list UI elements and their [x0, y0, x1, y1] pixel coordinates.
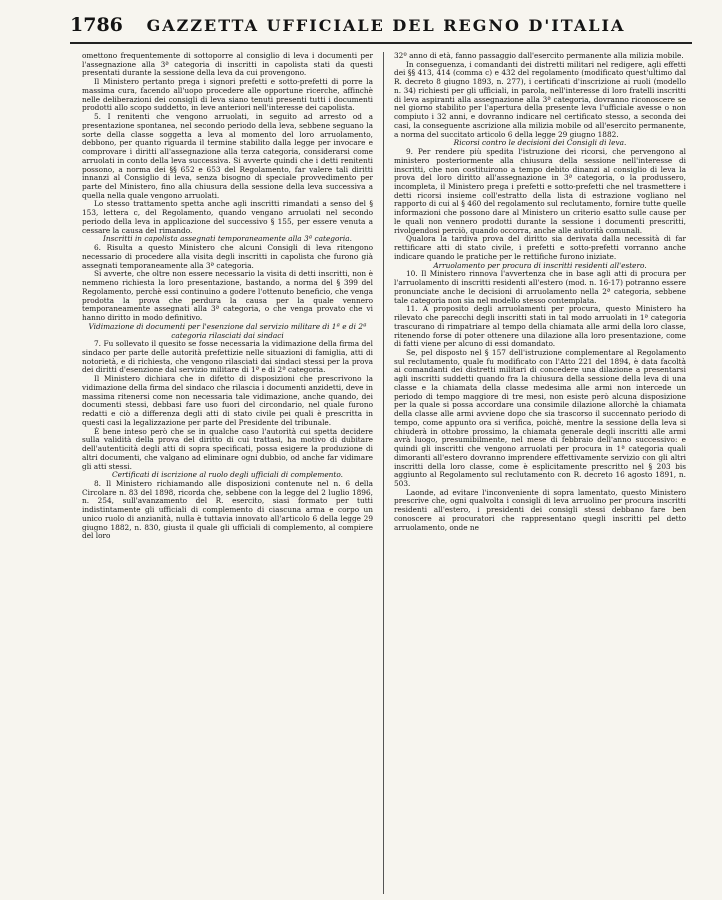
section-heading: Arruolamento per procura di inscritti residenti all'estero. — [433, 260, 647, 270]
paragraph: Si avverte, che oltre non essere necessario la visita di detti inscritti, non è nemmeno richiesta la loro presentazione, bastando, a norma del § 399 del Regolamento, perchè essi continuino a godere l'ottenuto beneficio, che venga prodotta la prova che perdura la causa per la quale vennero temporaneamente assegnati alla 3ª categoria, o che venga provato che vi hanno diritto in modo definitivo. — [82, 269, 373, 323]
section-heading: Vidimazione di documenti per l'esenzione dal servizio militare di 1ª e di 2ª categoria rilasciati dai sindaci — [88, 321, 367, 340]
paragraph: Il Ministero pertanto prega i signori prefetti e sotto-prefetti di porre la massima cura, facendo all'uopo procedere alle opportune ricerche, affinchè nelle deliberazioni dei consigli di leva siano tenuti presenti tutti i documenti prodotti allo scopo suddetto, in leve anteriori nell'interesse dei capolista. — [82, 77, 373, 113]
paragraph: 8. Il Ministero richiamando alle disposizioni contenute nel n. 6 della Circolare n. 83 del 1898, ricorda che, sebbene con la legge del 2 luglio 1896, n. 254, sull'avanzamento del R. esercito, siasi formato per tutti indistintamente gli ufficiali di complemento di ciascuna arma e corpo un unico ruolo di anzianità, nulla è tuttavia innovato all'articolo 6 della legge 29 giugno 1882, n. 830, giusta il quale gli ufficiali di complemento, al compiere del loro — [82, 478, 373, 541]
paragraph: 7. Fu sollevato il quesito se fosse necessaria la vidimazione della firma del sindaco per parte delle autorità prefettizie nelle situazioni di famiglia, atti di notorietà, e di richiesta, che vengono rilasciati dai sindaci stessi per la prova dei diritti d'esenzione dal servizio militare di 1ª e di 2ª categoria. — [82, 339, 373, 375]
paragraph: Qualora la tardiva prova del diritto sia derivata dalla necessità di far rettificare atti di stato civile, i prefetti e sotto-prefetti vorranno anche indicare quando le pratiche per le rettifiche furono iniziate. — [394, 234, 686, 261]
paragraph: Il Ministero dichiara che in difetto di disposizioni che prescrivono la vidimazione della firma del sindaco che rilascia i documenti anzidetti, deve in massima ritenersi come non necessaria tale vidimazione, anche quando, dei documenti stessi, debbasi fare uso fuori del circondario, nel quale furono redatti e ciò a differenza degli atti di stato civile pei quali è prescritta in questi casi la legalizzazione per parte del Presidente del tribunale. — [82, 374, 373, 427]
section-heading: Inscritti in capolista assegnati temporaneamente alla 3ª categoria. — [103, 234, 352, 244]
page-header — [70, 8, 692, 44]
gazette-title: GAZZETTA UFFICIALE DEL REGNO D'ITALIA — [146, 15, 626, 35]
right-column — [384, 52, 686, 894]
paragraph: È bene inteso però che se in qualche caso l'autorità cui spetta decidere sulla validità della prova del diritto di cui trattasi, ha motivo di dubitare dell'autenticità degli atti di sopra specificati, possa esigere la produzione di altri documenti, che valgano ad eliminare ogni dubbio, od anche far vidimare gli atti stessi. — [82, 426, 373, 471]
paragraph: 11. A proposito degli arruolamenti per procura, questo Ministero ha rilevato che parecchi degli inscritti stati in tal modo arruolati in 1ª categoria trascurano di rimpatriare al tempo della chiamata alle armi della loro classe, ritenendo forse di poter ottenere una dilazione alla loro presentazione, come di fatti viene per alcuno di essi domandato. — [394, 304, 686, 349]
paragraph: 10. Il Ministero rinnova l'avvertenza che in base agli atti di procura per l'arruolamento di inscritti residenti all'estero (mod. n. 16-17) potranno essere pronunciate anche le decisioni di arruolamento nella 2ª categoria, sebbene tale categoria non sia nel modello stesso contemplata. — [394, 269, 686, 305]
paragraph: In conseguenza, i comandanti dei distretti militari nel redigere, agli effetti dei §§ 413, 414 (comma c) e 432 del regolamento (modificato quest'ultimo dal R. decreto 8 giugno 1893, n. 277), i certificati d'inscrizione ai ruoli (modello n. 34) richiesti per gli ufficiali, in parola, nell'interesse di loro fratelli inscritti di leva aspiranti alla assegnazione alla 3ª categoria, dovranno riconoscere se nel giorno stabilito per l'apertura della presente leva l'ufficiale avesse o non compiuto i 32 anni, e dovranno indicare nel certificato stesso, a seconda dei casi, la conseguente ascrizione alla milizia mobile od all'esercito permanente, a norma del succitato articolo 6 della legge 29 giugno 1882. — [394, 59, 686, 139]
paragraph: Se, pel disposto nel § 157 dell'istruzione complementare al Regolamento sul reclutamento, quale fu modificato con l'Atto 221 del 1894, è data facoltà ai comandanti dei distretti militari di concedere una dilazione a presentarsi agli inscritti suddetti quando fra la chiusura della sessione della leva di una classe e la chiamata della classe medesima alle armi non intercede un periodo di tempo maggiore di tre mesi, non esiste però alcuna disposizione per la quale si possa accordare una consimile dilazione allorchè la chiamata della classe alle armi avviene dopo che sia trascorso il succennato periodo di tempo, come appunto ora si verifica, poichè, mentre la sessione della leva si chiuderà in ottobre prossimo, la chiamata generale degli inscritti alle armi avrà luogo, presumibilmente, nel mese di febbraio dell'anno successivo: e quindi gli inscritti che vengono arruolati per procura in 1ª categoria quali dimoranti all'estero dovranno imprendere effettivamente servizio con gli altri inscritti della loro classe, come è esplicitamente prescritto nel § 203 bis aggiunto al Regolamento sul reclutamento con R. decreto 16 agosto 1891, n. 503. — [394, 347, 686, 488]
left-column — [82, 52, 384, 894]
paragraph: Lo stesso trattamento spetta anche agli inscritti rimandati a senso del § 153, lettera c, del Regolamento, quando vengano arruolati nel secondo periodo della leva in applicazione del successivo § 155, per essere venuta a cessare la causa del rimando. — [82, 199, 373, 235]
paragraph: omettono frequentemente di sottoporre al consiglio di leva i documenti per l'assegnazione alla 3ª categoria di inscritti in capolista stati da questi presentati durante la sessione della leva da cui provengono. — [82, 52, 373, 78]
columns — [82, 52, 686, 894]
section-heading: Ricorsi contro le decisioni dei Consigli di leva. — [453, 138, 627, 148]
section-heading: Certificati di iscrizione al ruolo degli ufficiali di complemento. — [112, 470, 343, 480]
paragraph: 9. Per rendere più spedita l'istruzione dei ricorsi, che pervengono al ministero posteriormente alla chiusura della sessione nell'interesse di inscritti, che non costituirono a tempo debito dinanzi al consiglio di leva la prova del loro diritto all'assegnazione in 3ª categoria, o la produssero, incompleta, il Ministero prega i prefetti e sotto-prefetti che nel trasmettere i detti ricorsi insieme coll'estratto della lista di estrazione vogliano nel rapporto di cui al § 460 del regolamento sul reclutamento, fornire tutte quelle informazioni che possono dare al Ministero un criterio esatto sulle cause per le quali non vennero prodotti durante la sessione i documenti prescritti, rivolgendosi perciò, quando occorra, anche alle autorità comunali. — [394, 147, 686, 235]
paragraph: 5. I renitenti che vengono arruolati, in seguito ad arresto od a presentazione spontanea, nel secondo periodo della leva, sebbene seguano la sorte della classe soggetta a leva al momento del loro arruolamento, debbono, per quanto riguarda il termine stabilito dalla legge per invocare e comprovare i diritti all'assegnazione alla terza categoria, considerarsi come arruolati in conto della leva successiva. Si avverte quindi che i detti renitenti possono, a norma dei §§ 652 e 653 del Regolamento, far valere tali diritti innanzi al Consiglio di leva, senza bisogno di speciale provvedimento per parte del Ministero, fino alla chiusura della sessione della leva successiva a quella nella quale vengono arruolati. — [82, 112, 373, 200]
paragraph: 6. Risulta a questo Ministero che alcuni Consigli di leva ritengono necessario di procedere alla visita degli inscritti in capolista che furono già assegnati temporaneamente alla 3ª categoria. — [82, 243, 373, 270]
page-number: 1786 — [70, 14, 123, 36]
paragraph: Laonde, ad evitare l'inconveniente di sopra lamentato, questo Ministero prescrive che, ogni qualvolta i consigli di leva arruolino per procura inscritti residenti all'estero, i presidenti dei consigli stessi debbano fare ben conoscere ai procuratori che rappresentano quegli inscritti pel detto arruolamento, onde ne — [394, 487, 686, 532]
paragraph: 32º anno di età, fanno passaggio dall'esercito permanente alla milizia mobile. — [394, 52, 684, 60]
